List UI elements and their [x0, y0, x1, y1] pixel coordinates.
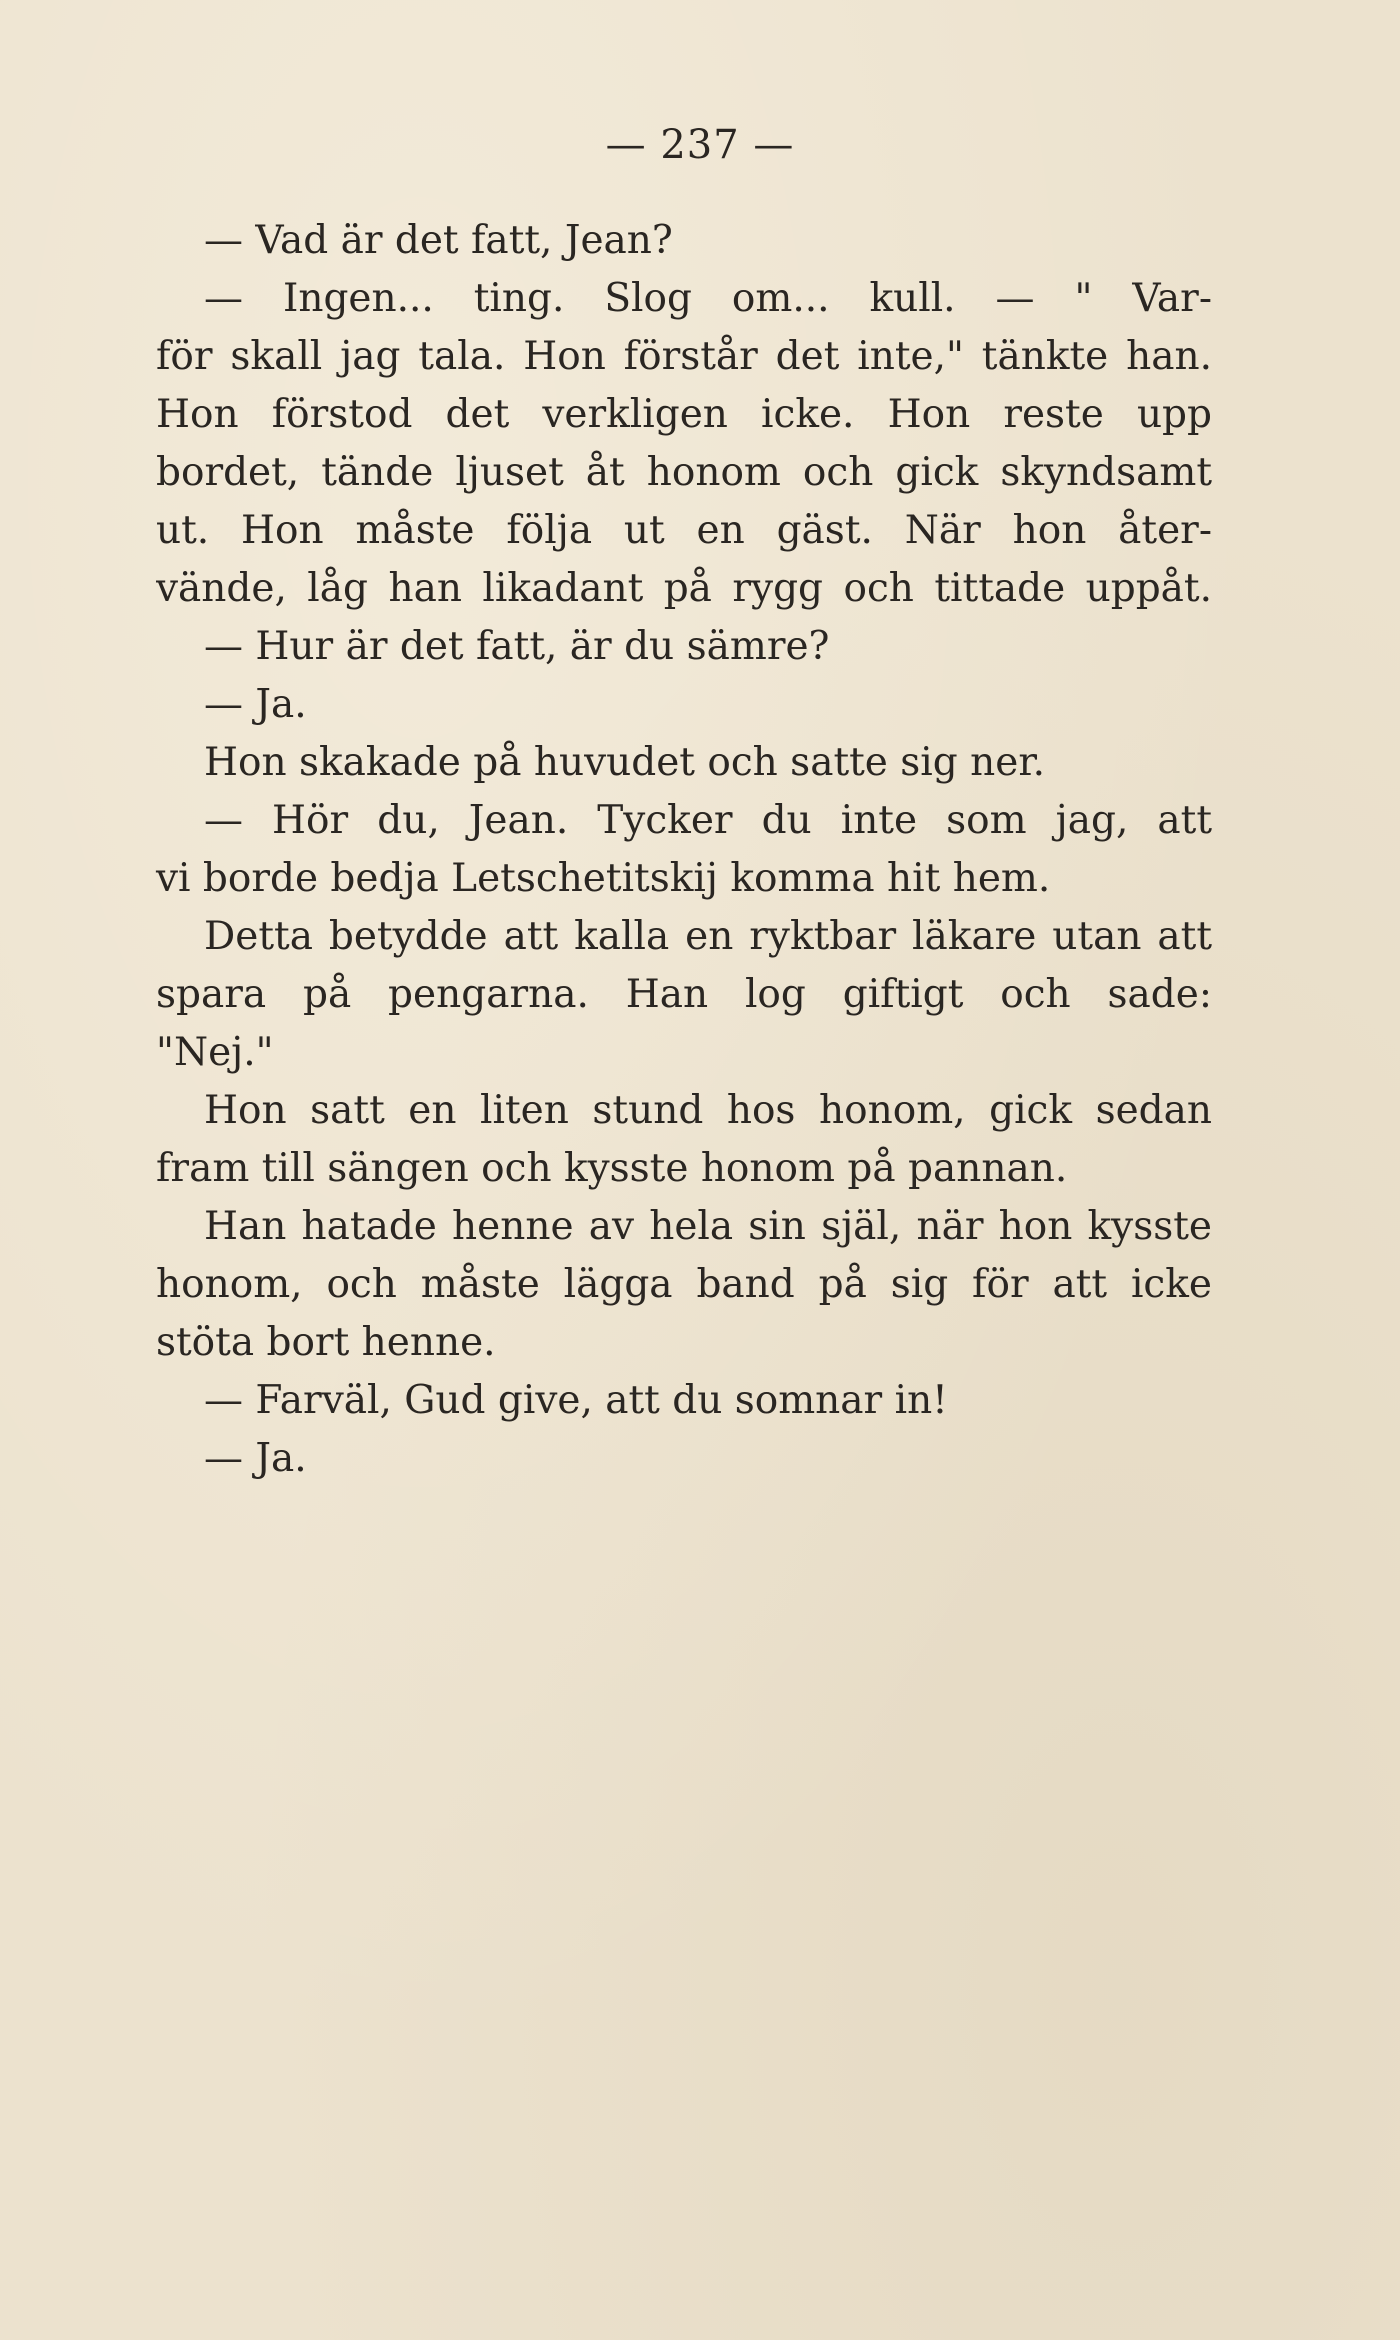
text-line: — Farväl, Gud give, att du somnar in!	[204, 1378, 948, 1423]
text-line: Hon förstod det verkligen icke. Hon reste upp	[156, 392, 1212, 437]
text-line: ut. Hon måste följa ut en gäst. När hon åter-	[156, 508, 1212, 553]
text-line: — Ja.	[204, 682, 307, 727]
text-line: — Hur är det fatt, är du sämre?	[204, 624, 830, 669]
text-line: spara på pengarna. Han log giftigt och sade:	[156, 972, 1212, 1017]
text-line: — Hör du, Jean. Tycker du inte som jag, att	[204, 798, 1212, 843]
body-text	[156, 212, 1212, 1488]
text-line: vände, låg han likadant på rygg och tittade uppåt.	[156, 566, 1212, 611]
text-line: fram till sängen och kysste honom på pannan.	[156, 1146, 1068, 1191]
text-line: Han hatade henne av hela sin själ, när hon kysste	[204, 1204, 1212, 1249]
text-line: honom, och måste lägga band på sig för att icke	[156, 1262, 1212, 1307]
text-line: — Ja.	[204, 1436, 307, 1481]
text-line: bordet, tände ljuset åt honom och gick skyndsamt	[156, 450, 1212, 495]
text-line: — Vad är det fatt, Jean?	[204, 218, 673, 263]
text-line: Detta betydde att kalla en ryktbar läkare utan att	[204, 914, 1212, 959]
text-line: vi borde bedja Letschetitskij komma hit hem.	[156, 856, 1051, 901]
page-number: — 237 —	[605, 122, 795, 168]
text-line: "Nej."	[156, 1030, 274, 1075]
text-line: — Ingen... ting. Slog om... kull. — " Var-	[204, 276, 1212, 321]
text-line: för skall jag tala. Hon förstår det inte," tänkte han.	[156, 334, 1212, 379]
text-line: Hon satt en liten stund hos honom, gick sedan	[204, 1088, 1212, 1133]
text-line: stöta bort henne.	[156, 1320, 496, 1365]
text-line: Hon skakade på huvudet och satte sig ner.	[204, 740, 1046, 785]
